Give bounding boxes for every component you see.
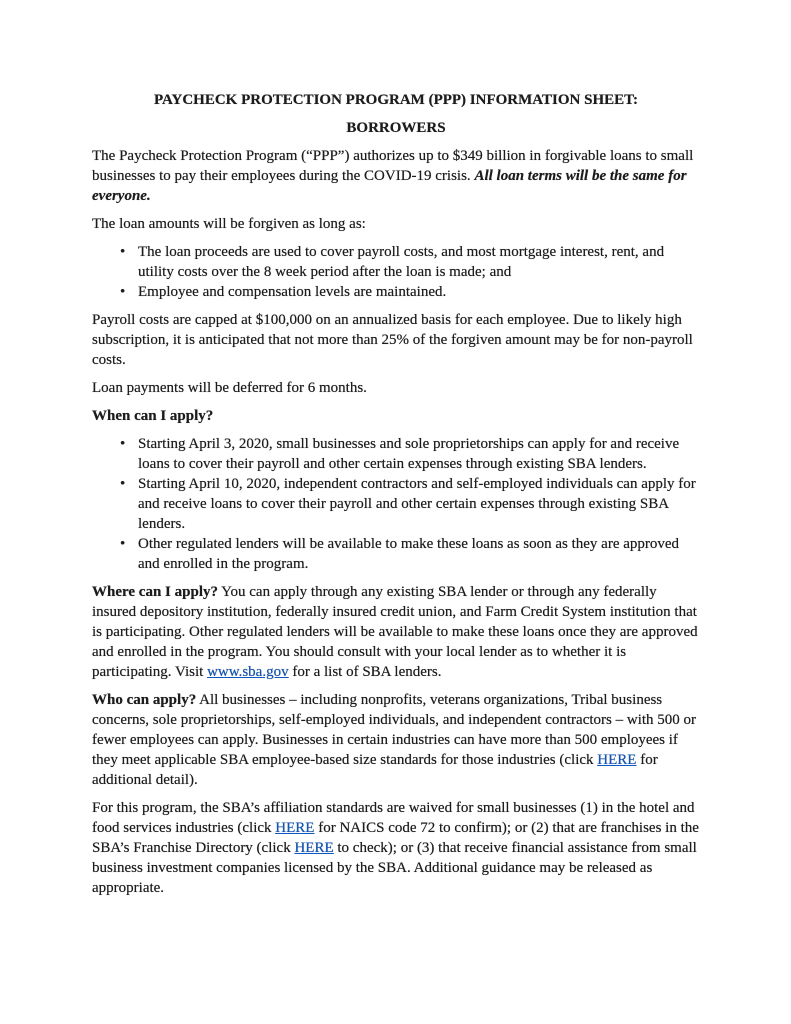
paragraph-where-can-i-apply xyxy=(92,582,700,682)
franchise-directory-here-link[interactable]: HERE xyxy=(294,840,334,856)
paragraph-forgiveness-intro: The loan amounts will be forgiven as long as: xyxy=(92,216,366,232)
affiliation-body-text-3: to check); or (3) that receive financial assistance from small business investment companies licensed by the SBA. Additional guidance may be released as appropriate. xyxy=(92,840,697,896)
paragraph-payroll-cap: Payroll costs are capped at $100,000 on an annualized basis for each employee. Due to likely high subscription, it is anticipated that not more than 25% of the forgiven amount may be for non-payroll costs. xyxy=(92,312,693,368)
paragraph-intro xyxy=(92,146,700,206)
document-subtitle: BORROWERS xyxy=(346,120,446,136)
affiliation-body-text-2: for NAICS code 72 to confirm); or (2) that are franchises in the SBA’s Franchise Directory (click xyxy=(92,820,699,856)
where-lead-text: Where can I apply? xyxy=(92,584,218,600)
list-item: • The loan proceeds are used to cover payroll costs, and most mortgage interest, rent, and utility costs over the 8 week period after the loan is made; and xyxy=(138,242,700,282)
intro-emphasis-text: All loan terms will be the same for everyone. xyxy=(92,168,687,204)
list-item: • Other regulated lenders will be available to make these loans as soon as they are approved and enrolled in the program. xyxy=(138,534,700,574)
where-body-text-2: for a list of SBA lenders. xyxy=(288,664,442,680)
who-body-text-2: for additional detail). xyxy=(92,752,658,788)
affiliation-body-text: For this program, the SBA’s affiliation standards are waived for small businesses (1) in the hotel and food services industries (click xyxy=(92,800,695,836)
list-item: • Starting April 10, 2020, independent contractors and self-employed individuals can apply for and receive loans to cover their payroll and other certain expenses through existing SBA lenders. xyxy=(138,474,700,534)
heading-when-can-i-apply: When can I apply? xyxy=(92,408,214,424)
list-item: • Starting April 3, 2020, small businesses and sole proprietorships can apply for and receive loans to cover their payroll and other certain expenses through existing SBA lenders. xyxy=(138,434,700,474)
where-body-text: You can apply through any existing SBA lender or through any federally insured depository institution, federally insured credit union, and Farm Credit System institution that is participating. Other regulated lenders will be available to make these loans once they are approved and enrolled in the program. You should consult with your local lender as to whether it is participating. Visit xyxy=(92,584,698,680)
paragraph-affiliation-standards xyxy=(92,798,700,898)
intro-text: The Paycheck Protection Program (“PPP”) authorizes up to $349 billion in forgivable loans to small businesses to pay their employees during the COVID-19 crisis. xyxy=(92,148,694,184)
sba-gov-link[interactable]: www.sba.gov xyxy=(207,664,289,680)
apply-dates-list xyxy=(92,434,700,574)
paragraph-deferral: Loan payments will be deferred for 6 months. xyxy=(92,380,367,396)
naics-code-here-link[interactable]: HERE xyxy=(275,820,315,836)
forgiveness-conditions-list xyxy=(92,242,700,302)
who-body-text: All businesses – including nonprofits, veterans organizations, Tribal business concerns, sole proprietorships, self-employed individuals, and independent contractors – with 500 or fewer employees can apply. Businesses in certain industries can have more than 500 employees if they meet applicable SBA employee-based size standards for those industries (click xyxy=(92,692,697,768)
who-lead-text: Who can apply? xyxy=(92,692,197,708)
size-standards-here-link[interactable]: HERE xyxy=(597,752,637,768)
paragraph-who-can-apply xyxy=(92,690,700,790)
list-item: • Employee and compensation levels are maintained. xyxy=(138,282,700,302)
document-title: PAYCHECK PROTECTION PROGRAM (PPP) INFORMATION SHEET: xyxy=(153,92,639,108)
